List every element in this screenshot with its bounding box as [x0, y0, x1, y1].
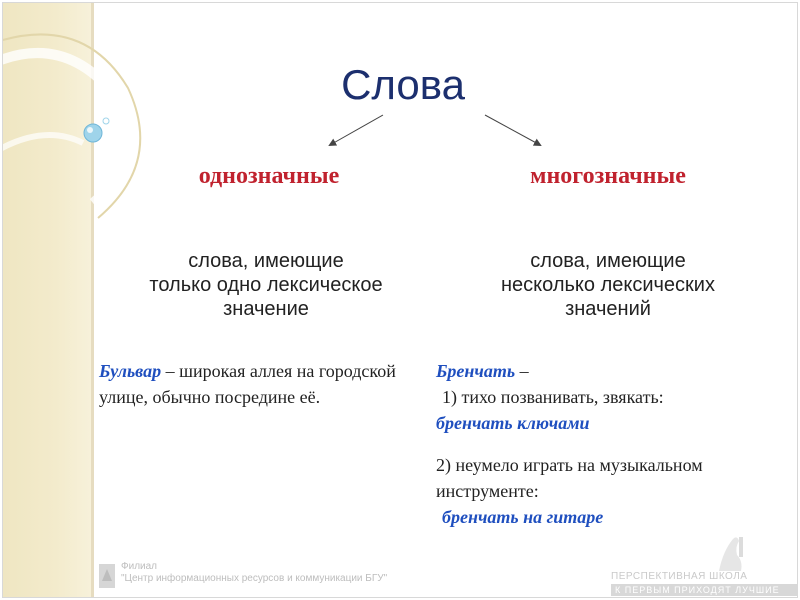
- definition-line: значений: [565, 298, 651, 320]
- example-dash: –: [515, 361, 529, 381]
- meaning-1: 1) тихо позванивать, звякать:: [442, 387, 664, 407]
- definition-line: слова, имеющие: [188, 250, 344, 272]
- footer-line: "Центр информационных ресурсов и коммуникации БГУ": [121, 573, 388, 584]
- slide-title: Слова: [341, 61, 465, 108]
- definition-line: значение: [223, 298, 309, 320]
- footer-line: Филиал: [121, 561, 158, 572]
- school-name: ПЕРСПЕКТИВНАЯ ШКОЛА: [611, 571, 748, 582]
- meaning-2: 2) неумело играть на музыкальном инструменте:: [436, 455, 703, 501]
- school-slogan: К ПЕРВЫМ ПРИХОДЯТ ЛУЧШИЕ: [611, 584, 797, 596]
- usage-1: бренчать ключами: [436, 413, 590, 433]
- footer-school: [611, 571, 797, 596]
- definition-line: только одно лексическое: [149, 274, 383, 296]
- usage-2: бренчать на гитаре: [442, 507, 604, 527]
- example-term: Бренчать: [436, 361, 516, 381]
- example-text: – широкая аллея на городской улице, обычно посредине её.: [99, 361, 396, 407]
- heading-multi-meaning: многозначные: [530, 163, 686, 189]
- example-multi-meaning: [436, 358, 796, 530]
- footer-organization: [121, 561, 387, 585]
- definition-line: несколько лексических: [501, 274, 715, 296]
- school-logo-icon: [709, 531, 753, 575]
- slide: [2, 2, 798, 598]
- example-single-meaning: [99, 358, 399, 410]
- heading-single-meaning: однозначные: [198, 163, 340, 189]
- example-term: Бульвар: [99, 361, 162, 381]
- definition-single-meaning: [111, 249, 421, 321]
- definition-multi-meaning: [453, 249, 763, 321]
- definition-line: слова, имеющие: [530, 250, 686, 272]
- document-icon: [98, 563, 116, 589]
